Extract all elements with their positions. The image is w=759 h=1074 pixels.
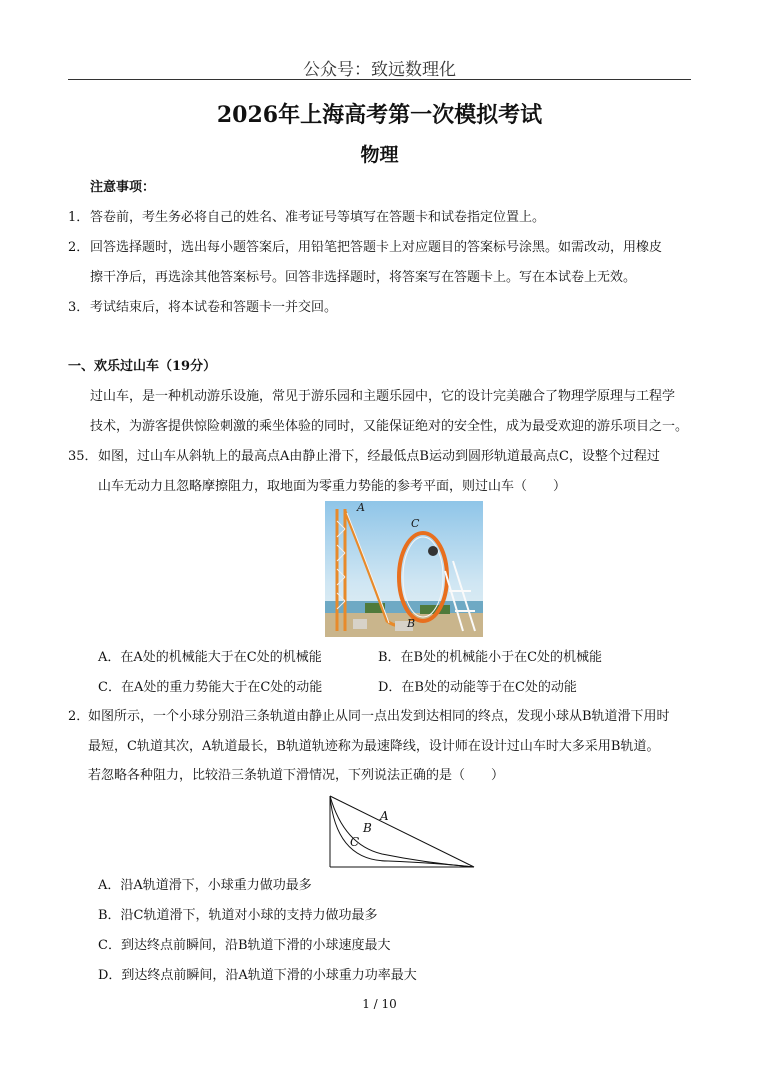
- notice-heading: 注意事项：: [90, 180, 156, 195]
- q2-option-a: A．沿A轨道滑下，小球重力做功最多: [98, 878, 312, 893]
- notice-item-2-text: 回答选择题时，选出每小题答案后，用铅笔把答题卡上对应题目的答案标号涂黑。如需改动，用橡皮: [90, 240, 663, 255]
- track-diagram: [326, 793, 478, 869]
- notice-item-1-num: 1．: [68, 210, 90, 225]
- section-intro-line-2: 技术，为游客提供惊险刺激的乘坐体验的同时，又能保证绝对的安全性，成为最受欢迎的游乐项目之一。: [90, 419, 689, 434]
- photo-label-c: C: [411, 517, 420, 530]
- track-label-c: C: [350, 835, 360, 849]
- q35-option-c: C．在A处的重力势能大于在C处的动能: [98, 680, 323, 695]
- section-intro-line-1: 过山车，是一种机动游乐设施，常见于游乐园和主题乐园中，它的设计完美融合了物理学原理与工程学: [90, 389, 676, 404]
- q2-stem-line-3: 若忽略各种阻力，比较沿三条轨道下滑情况，下列说法正确的是（ ）: [88, 768, 505, 783]
- roller-coaster-photo: [325, 501, 483, 637]
- exam-subject: 物理: [360, 144, 399, 166]
- q2-number: 2．: [68, 709, 90, 724]
- q2-stem-line-1: 如图所示，一个小球分别沿三条轨道由静止从同一点出发到达相同的终点，发现小球从B轨道滑下用时: [88, 709, 670, 724]
- notice-item-3-num: 3．: [68, 300, 90, 315]
- notice-item-3-text: 考试结束后，将本试卷和答题卡一并交回。: [90, 300, 338, 315]
- notice-item-1-text: 答卷前，考生务必将自己的姓名、准考证号等填写在答题卡和试卷指定位置上。: [90, 210, 546, 225]
- q2-stem-line-2: 最短，C轨道其次，A轨道最长，B轨道轨迹称为最速降线，设计师在设计过山车时大多采用B轨道。: [88, 739, 660, 754]
- photo-label-b: B: [407, 617, 416, 630]
- section-heading: 一、欢乐过山车（19分）: [68, 359, 217, 374]
- q35-option-a: A．在A处的机械能大于在C处的机械能: [98, 650, 322, 665]
- q35-number: 35．: [68, 449, 98, 464]
- notice-item-2-text-cont: 擦干净后，再选涂其他答案标号。回答非选择题时，将答案写在答题卡上。写在本试卷上无效。: [90, 270, 637, 285]
- q2-option-c: C．到达终点前瞬间，沿B轨道下滑的小球速度最大: [98, 938, 391, 953]
- photo-label-a: A: [357, 501, 365, 514]
- header-text: 公众号：致远数理化: [303, 60, 456, 80]
- exam-title: 2026年上海高考第一次模拟考试: [216, 102, 543, 128]
- header-rule: [68, 79, 691, 80]
- q35-option-d: D．在B处的动能等于在C处的动能: [378, 680, 577, 695]
- q35-stem-line-1: 如图，过山车从斜轨上的最高点A由静止滑下，经最低点B运动到圆形轨道最高点C，设整个过程过: [98, 449, 660, 464]
- q35-option-b: B．在B处的机械能小于在C处的机械能: [378, 650, 603, 665]
- q2-option-b: B．沿C轨道滑下，轨道对小球的支持力做功最多: [98, 908, 378, 923]
- q35-stem-line-2: 山车无动力且忽略摩擦阻力，取地面为零重力势能的参考平面，则过山车（ ）: [98, 479, 567, 494]
- track-label-b: B: [363, 821, 372, 835]
- notice-item-2-num: 2．: [68, 240, 90, 255]
- page-number: 1 / 10: [362, 997, 397, 1011]
- q2-option-d: D．到达终点前瞬间，沿A轨道下滑的小球重力功率最大: [98, 968, 417, 983]
- track-label-a: A: [380, 809, 389, 823]
